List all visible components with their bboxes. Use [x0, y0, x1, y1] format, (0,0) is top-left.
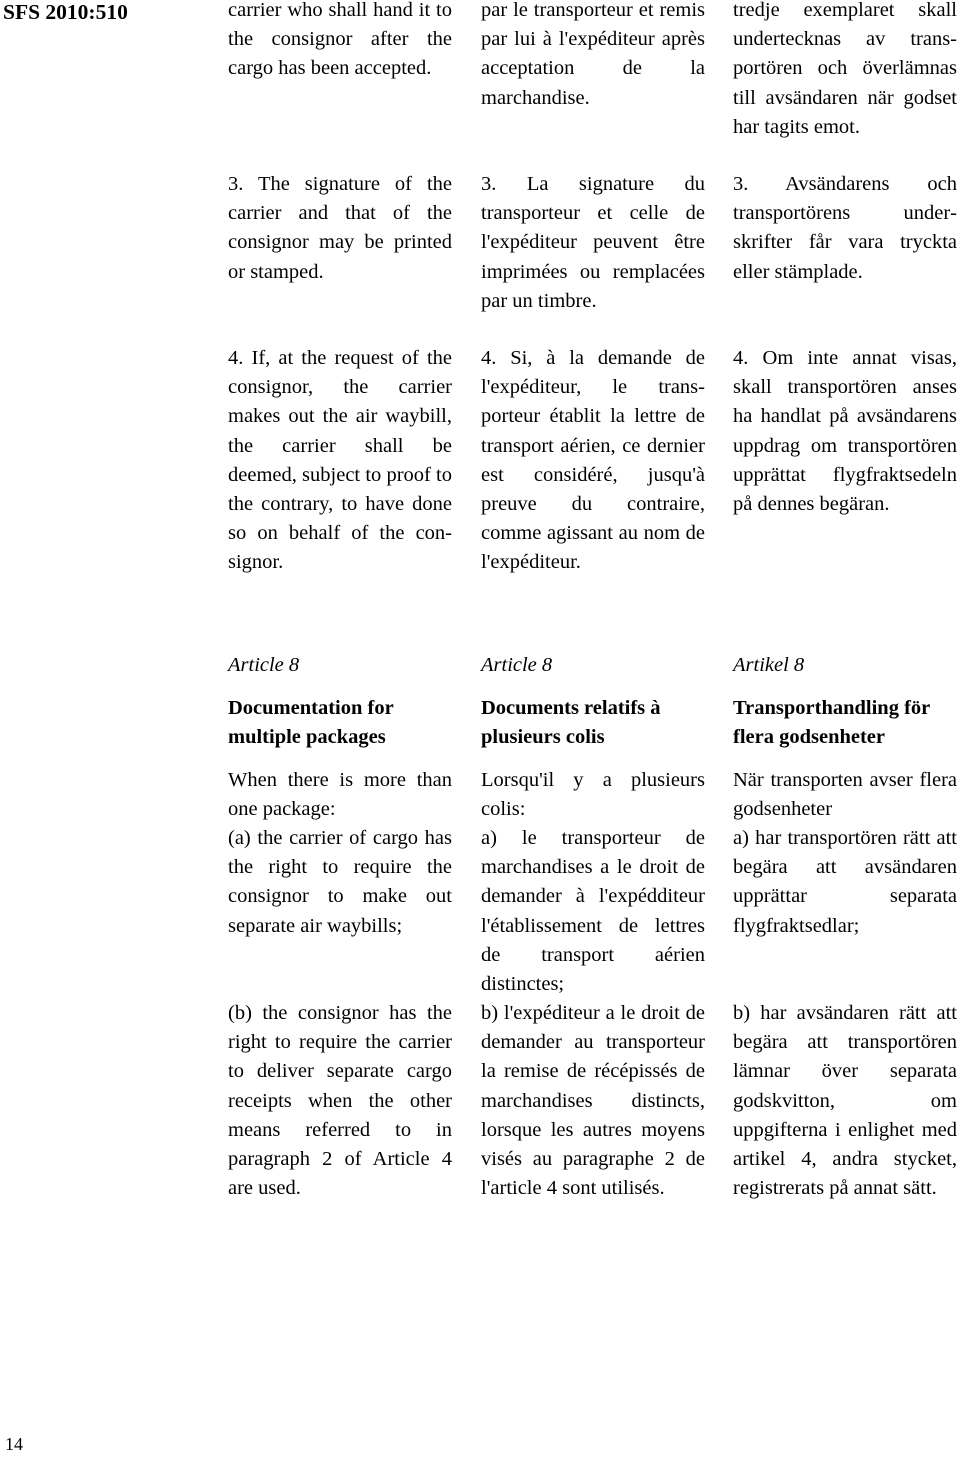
item-b: b) har avsändaren rätt att begära att transportören lämnar över separata godskvitton, om uppgifterna i enlighet med artikel 4, andra stycket, registrerats på annat sätt. — [733, 1002, 957, 1200]
paragraph-4: 4. If, at the request of the consignor, the carrier makes out the air waybill, the carrier shall be deemed, subject to proof to the contrary, to have done so on behalf of the consignor. — [228, 347, 452, 574]
item-a: a) har transportören rätt att begära att avsändaren upprättar separata flygfraktsedlar; — [733, 827, 957, 937]
item-a: a) le transporteur de marchandises a le droit de demander à l'expédditeur l'établissement de lettres de transport aérien distinctes; — [481, 827, 705, 996]
article-label: Article 8 — [481, 654, 553, 676]
article-intro: När transporten avser flera godsenheter — [733, 769, 957, 821]
paragraph-4: 4. Si, à la demande de l'expéditeur, le transporteur établit la lettre de transport aérien, ce dernier est considéré, jusqu'à preuve du contraire, comme agissant au nom de l'expéditeur. — [481, 347, 705, 574]
continuation-text: par le transporteur et remis par lui à l'expéditeur après acceptation de la marchandise. — [481, 0, 705, 109]
document-reference: SFS 2010:510 — [3, 0, 128, 24]
paragraph-3: 3. The signature of the carrier and that of the consignor may be printed or stamped. — [228, 173, 452, 283]
item-b: (b) the consignor has the right to require the carrier to deliver separate cargo receipts when the other means referred to in paragraph 2 of Article 4 are used. — [228, 1002, 452, 1200]
article-intro: When there is more than one package: — [228, 769, 452, 821]
continuation-text: tredje exemplaret skall undertecknas av transportören och överlämnas till avsändaren när godset har tagits emot. — [733, 0, 957, 138]
article-title: Documents relatifs à plusieurs colis — [481, 697, 661, 749]
item-b: b) l'expéditeur a le droit de demander au transporteur la remise de récépissés de marchandises distincts, lorsque les autres moyens visés au paragraphe 2 de l'article 4 sont utilisés. — [481, 1002, 705, 1200]
continuation-text: carrier who shall hand it to the consignor after the cargo has been accepted. — [228, 0, 452, 80]
article-label: Artikel 8 — [733, 654, 805, 676]
article-title: Transporthandling för flera godsenheter — [733, 697, 930, 749]
article-title: Documentation for multiple packages — [228, 697, 394, 749]
article-label: Article 8 — [228, 654, 300, 676]
paragraph-3: 3. Avsändarens och transportörens underskrifter får vara tryckta eller stämplade. — [733, 173, 957, 283]
paragraph-3: 3. La signature du transporteur et celle de l'expéditeur peuvent être imprimées ou remplacées par un timbre. — [481, 173, 705, 312]
article-intro: Lorsqu'il y a plusieurs colis: — [481, 769, 705, 821]
item-a: (a) the carrier of cargo has the right to require the consignor to make out separate air waybills; — [228, 827, 452, 937]
paragraph-4: 4. Om inte annat visas, skall transportören anses ha handlat på avsändarens uppdrag om transportören upprättat flygfraktsedeln på dennes begäran. — [733, 347, 957, 516]
page-number: 14 — [5, 1434, 23, 1454]
